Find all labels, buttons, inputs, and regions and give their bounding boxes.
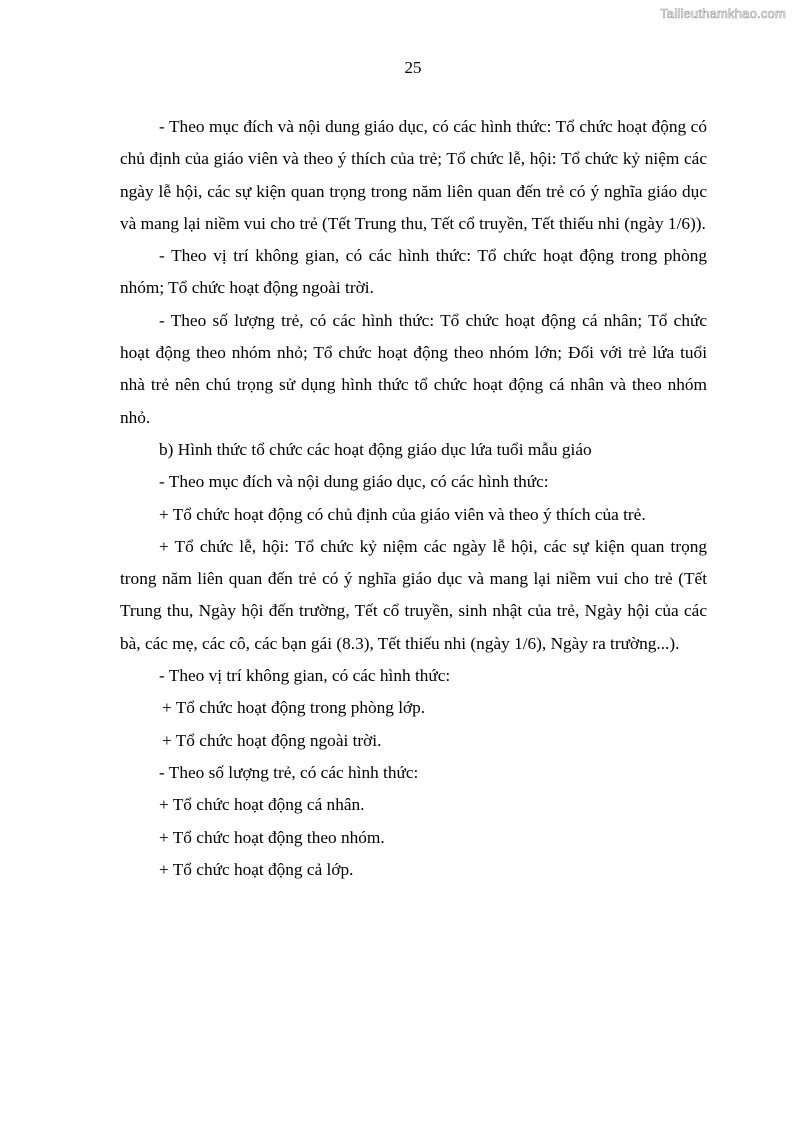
page-number: 25 (404, 58, 422, 77)
list-item-group: + Tổ chức hoạt động theo nhóm. (159, 827, 385, 847)
list-item-festivals: + Tổ chức lễ, hội: Tổ chức kỷ niệm các ngày lễ hội, các sự kiện quan trọng trong năm liên quan đến trẻ có ý nghĩa giáo dục và mang lại niềm vui cho trẻ (Tết Trung thu, Ngày hội đến trường, Tết cổ truyền, sinh nhật của trẻ, Ngày hội của các bà, các mẹ, các cô, các bạn gái (8.3), Tết thiếu nhi (ngày 1/6), Ngày ra trường...). (120, 536, 707, 653)
paragraph-space-kindergarten: - Theo vị trí không gian, có các hình thức: (159, 666, 451, 686)
watermark-text: Tailieuthamkhao.com (660, 6, 786, 21)
list-item-indoor: + Tổ chức hoạt động trong phòng lớp. (162, 698, 426, 718)
list-item-outdoor: + Tổ chức hoạt động ngoài trời. (162, 730, 382, 750)
section-heading-kindergarten: b) Hình thức tổ chức các hoạt động giáo dục lứa tuổi mẫu giáo (159, 439, 592, 459)
paragraph-purpose-kindergarten: - Theo mục đích và nội dung giáo dục, có các hình thức: (159, 472, 549, 492)
paragraph-space-nursery: - Theo vị trí không gian, có các hình thức: Tổ chức hoạt động trong phòng nhóm; Tổ chức hoạt động ngoài trời. (120, 246, 707, 298)
paragraph-quantity-nursery: - Theo số lượng trẻ, có các hình thức: Tổ chức hoạt động cá nhân; Tổ chức hoạt động theo nhóm nhỏ; Tổ chức hoạt động theo nhóm lớn; Đối với trẻ lứa tuổi nhà trẻ nên chú trọng sử dụng hình thức tổ chức hoạt động cá nhân và theo nhóm nhỏ. (120, 310, 707, 427)
document-body (120, 111, 707, 886)
list-item-whole-class: + Tổ chức hoạt động cả lớp. (159, 859, 354, 879)
paragraph-purpose-nursery: - Theo mục đích và nội dung giáo dục, có các hình thức: Tổ chức hoạt động có chủ định của giáo viên và theo ý thích của trẻ; Tổ chức lễ, hội: Tổ chức kỷ niệm các ngày lễ hội, các sự kiện quan trọng trong năm liên quan đến trẻ có ý nghĩa giáo dục và mang lại niềm vui cho trẻ (Tết Trung thu, Tết cổ truyền, Tết thiếu nhi (ngày 1/6)). (120, 117, 707, 233)
list-item-individual: + Tổ chức hoạt động cá nhân. (159, 795, 365, 815)
list-item-planned-activity: + Tổ chức hoạt động có chủ định của giáo viên và theo ý thích của trẻ. (159, 504, 646, 524)
paragraph-quantity-kindergarten: - Theo số lượng trẻ, có các hình thức: (159, 762, 419, 782)
